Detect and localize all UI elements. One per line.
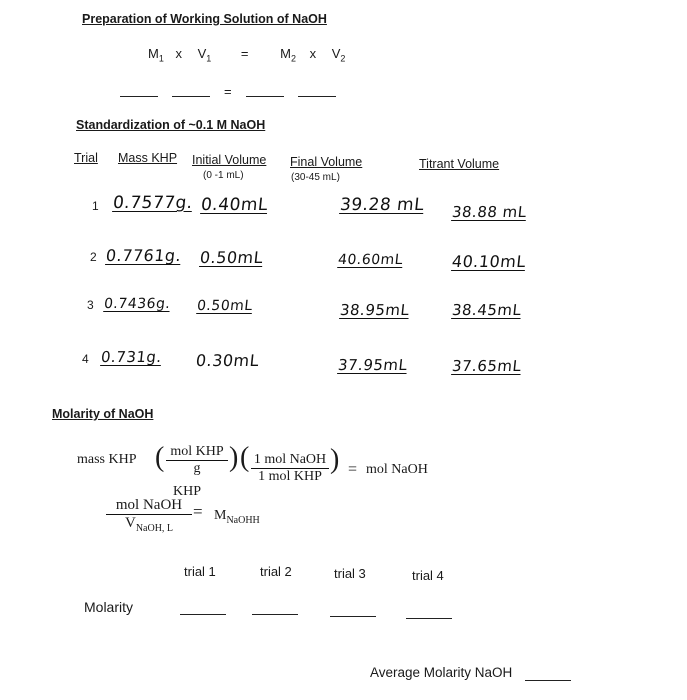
m2-sub: 2	[290, 53, 296, 64]
final-volume-value: 40.60mL	[337, 252, 404, 268]
eq2-v: V	[124, 515, 136, 531]
trial-2-label: trial 2	[260, 564, 292, 579]
eq2-equals: =	[193, 502, 203, 521]
average-molarity-blank[interactable]	[525, 680, 571, 681]
header-initial-range: (0 -1 mL)	[203, 170, 244, 181]
final-volume-value: 38.95mL	[339, 301, 411, 319]
header-mass-khp: Mass KHP	[118, 151, 178, 165]
mass-khp-value: 0.7761g.	[105, 246, 183, 265]
eq1-result: mol NaOH	[366, 462, 428, 477]
header-final-range: (30-45 mL)	[291, 172, 340, 183]
trial-number: 1	[92, 199, 99, 213]
paren-close-2: )	[330, 444, 340, 475]
prep-heading: Preparation of Working Solution of NaOH	[82, 12, 327, 26]
dilution-formula	[148, 46, 345, 64]
blank-equals: =	[224, 84, 232, 99]
fraction-naoh-per-khp	[251, 452, 329, 485]
f1-denominator: g	[193, 461, 201, 476]
trial-number: 2	[90, 250, 97, 264]
v2-sub: 2	[340, 53, 346, 64]
titrant-volume-value: 40.10mL	[451, 252, 527, 271]
molarity-row-label: Molarity	[84, 599, 134, 615]
average-molarity-label: Average Molarity NaOH	[370, 665, 513, 680]
eq2-rhs	[214, 508, 260, 526]
formula-equals: =	[240, 46, 249, 61]
paren-open-1: (	[155, 442, 165, 473]
blank-v1[interactable]	[172, 96, 210, 97]
blank-m1[interactable]	[120, 96, 158, 97]
v1-sub: 1	[206, 53, 212, 64]
blank-m2[interactable]	[246, 96, 284, 97]
eq1-mass-khp: mass KHP	[77, 452, 137, 467]
final-volume-value: 39.28 mL	[338, 195, 426, 215]
molarity-blank-trial-1[interactable]	[180, 614, 226, 615]
khp-under-label: KHP	[173, 484, 202, 499]
titrant-volume-value: 38.45mL	[451, 301, 523, 319]
eq2-m: M	[214, 508, 227, 523]
trial-1-label: trial 1	[184, 564, 216, 579]
molarity-blank-trial-2[interactable]	[252, 614, 298, 615]
mass-khp-value: 0.7436g.	[103, 296, 172, 312]
times-2: x	[309, 46, 317, 61]
mass-khp-value: 0.7577g.	[111, 193, 194, 213]
blank-v2[interactable]	[298, 96, 336, 97]
eq2-numerator: mol NaOH	[106, 497, 192, 515]
trial-3-label: trial 3	[334, 566, 366, 581]
eq2-denominator	[106, 515, 192, 534]
fraction-mol-naoh-per-volume	[106, 497, 192, 534]
m2: M	[280, 46, 291, 61]
eq2-m-sub: NaOHH	[226, 514, 260, 526]
header-trial: Trial	[74, 151, 98, 165]
mass-khp-value: 0.731g.	[100, 348, 163, 366]
final-volume-value: 37.95mL	[337, 356, 409, 374]
trial-number: 3	[87, 298, 94, 312]
trial-4-label: trial 4	[412, 568, 444, 583]
f2-numerator: 1 mol NaOH	[251, 452, 329, 469]
v1: V	[197, 46, 207, 61]
fraction-mol-khp-per-g	[166, 444, 228, 477]
initial-volume-value: 0.40mL	[199, 195, 269, 215]
initial-volume-value: 0.50mL	[196, 298, 254, 314]
initial-volume-value: 0.30mL	[195, 351, 261, 370]
trial-number: 4	[82, 352, 89, 366]
header-final-volume: Final Volume	[290, 155, 363, 169]
titrant-volume-value: 38.88 mL	[451, 203, 528, 221]
m1: M	[148, 46, 159, 61]
m1-sub: 1	[158, 53, 164, 64]
paren-close-1: )	[229, 442, 239, 473]
eq1-equals: =	[348, 461, 358, 478]
titrant-volume-value: 37.65mL	[451, 357, 523, 375]
f2-denominator: 1 mol KHP	[258, 469, 322, 484]
v2: V	[331, 46, 341, 61]
eq2-v-sub: NaOH, L	[135, 523, 174, 534]
standardization-heading: Standardization of ~0.1 M NaOH	[76, 118, 266, 132]
molarity-heading: Molarity of NaOH	[52, 407, 154, 421]
molarity-blank-trial-3[interactable]	[330, 616, 376, 617]
initial-volume-value: 0.50mL	[199, 248, 265, 267]
molarity-blank-trial-4[interactable]	[406, 618, 452, 619]
f1-numerator: mol KHP	[166, 444, 228, 461]
header-initial-volume: Initial Volume	[192, 153, 267, 167]
times-1: x	[175, 46, 182, 61]
header-titrant-volume: Titrant Volume	[419, 157, 500, 171]
paren-open-2: (	[240, 442, 250, 473]
